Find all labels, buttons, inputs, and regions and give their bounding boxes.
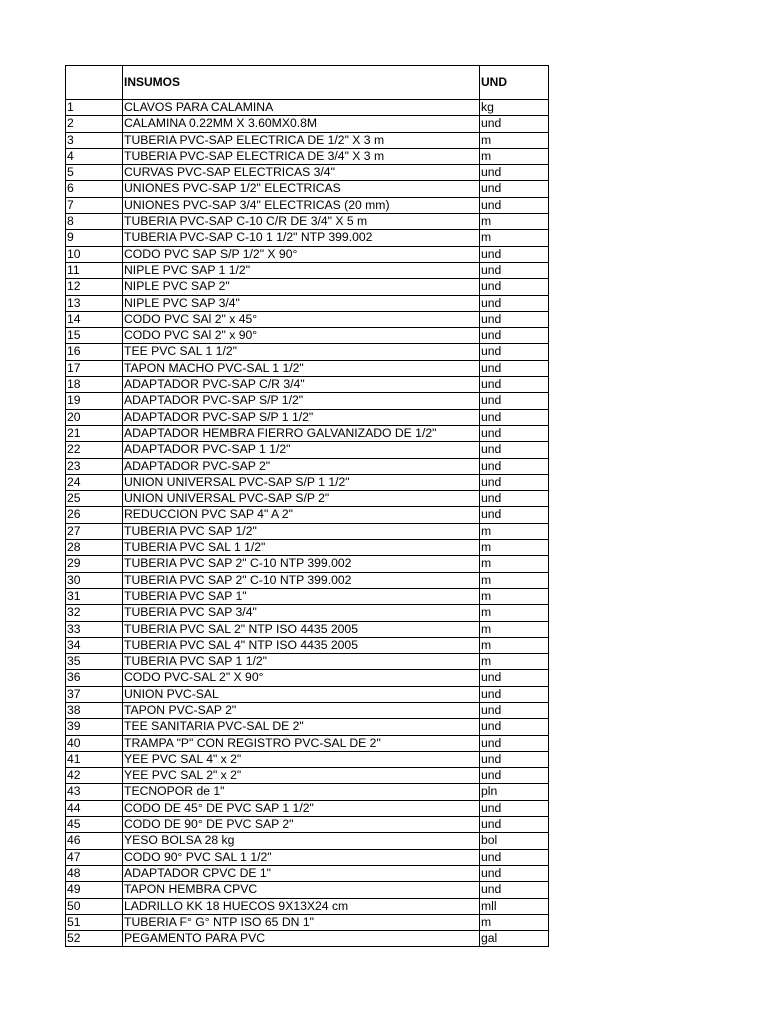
- row-unit: und: [480, 311, 549, 327]
- row-number: 31: [66, 588, 123, 604]
- row-unit: und: [480, 458, 549, 474]
- row-description: UNION PVC-SAL: [123, 686, 480, 702]
- row-number: 46: [66, 833, 123, 849]
- row-unit: m: [480, 637, 549, 653]
- row-description: PEGAMENTO PARA PVC: [123, 931, 480, 947]
- table-row: [66, 849, 549, 865]
- row-number: 29: [66, 556, 123, 572]
- row-description: TEE SANITARIA PVC-SAL DE 2": [123, 719, 480, 735]
- row-description: CODO DE 90° DE PVC SAP 2": [123, 817, 480, 833]
- row-unit: m: [480, 230, 549, 246]
- table-row: [66, 686, 549, 702]
- header-num: [66, 66, 123, 100]
- row-description: UNION UNIVERSAL PVC-SAP S/P 1 1/2": [123, 474, 480, 490]
- row-unit: m: [480, 132, 549, 148]
- table-row: [66, 474, 549, 490]
- row-number: 6: [66, 181, 123, 197]
- row-number: 18: [66, 377, 123, 393]
- table-row: [66, 540, 549, 556]
- row-description: TUBERIA PVC SAL 2" NTP ISO 4435 2005: [123, 621, 480, 637]
- row-unit: und: [480, 344, 549, 360]
- row-number: 41: [66, 751, 123, 767]
- row-number: 15: [66, 328, 123, 344]
- row-unit: gal: [480, 931, 549, 947]
- row-description: NIPLE PVC SAP 1 1/2": [123, 262, 480, 278]
- row-unit: m: [480, 523, 549, 539]
- row-number: 21: [66, 425, 123, 441]
- table-row: [66, 507, 549, 523]
- row-description: REDUCCION PVC SAP 4" A 2": [123, 507, 480, 523]
- row-unit: m: [480, 654, 549, 670]
- table-row: [66, 898, 549, 914]
- row-number: 5: [66, 165, 123, 181]
- row-description: TAPON MACHO PVC-SAL 1 1/2": [123, 360, 480, 376]
- row-number: 50: [66, 898, 123, 914]
- table-row: [66, 914, 549, 930]
- row-number: 30: [66, 572, 123, 588]
- row-unit: m: [480, 572, 549, 588]
- row-number: 19: [66, 393, 123, 409]
- row-unit: und: [480, 377, 549, 393]
- row-number: 48: [66, 865, 123, 881]
- table-row: [66, 458, 549, 474]
- row-description: CODO PVC SAl 2" x 45°: [123, 311, 480, 327]
- row-unit: und: [480, 735, 549, 751]
- row-number: 10: [66, 246, 123, 262]
- row-description: UNION UNIVERSAL PVC-SAP S/P 2": [123, 491, 480, 507]
- row-description: CALAMINA 0.22MM X 3.60MX0.8M: [123, 116, 480, 132]
- row-description: TAPON HEMBRA CPVC: [123, 882, 480, 898]
- row-unit: und: [480, 262, 549, 278]
- row-description: LADRILLO KK 18 HUECOS 9X13X24 cm: [123, 898, 480, 914]
- row-unit: und: [480, 719, 549, 735]
- row-description: TEE PVC SAL 1 1/2": [123, 344, 480, 360]
- row-unit: und: [480, 393, 549, 409]
- row-unit: und: [480, 882, 549, 898]
- row-description: TUBERIA PVC SAP 2" C-10 NTP 399.002: [123, 572, 480, 588]
- row-unit: und: [480, 507, 549, 523]
- row-description: TUBERIA PVC SAP 1/2": [123, 523, 480, 539]
- row-description: TUBERIA PVC SAL 4" NTP ISO 4435 2005: [123, 637, 480, 653]
- row-description: ADAPTADOR PVC-SAP S/P 1/2": [123, 393, 480, 409]
- table-row: [66, 344, 549, 360]
- row-description: TECNOPOR de 1": [123, 784, 480, 800]
- row-unit: und: [480, 702, 549, 718]
- table-row: [66, 230, 549, 246]
- table-row: [66, 328, 549, 344]
- row-number: 2: [66, 116, 123, 132]
- row-number: 13: [66, 295, 123, 311]
- row-number: 38: [66, 702, 123, 718]
- table-row: [66, 409, 549, 425]
- row-description: NIPLE PVC SAP 2": [123, 279, 480, 295]
- row-unit: und: [480, 686, 549, 702]
- table-row: [66, 181, 549, 197]
- row-unit: und: [480, 360, 549, 376]
- row-number: 1: [66, 100, 123, 116]
- row-unit: und: [480, 425, 549, 441]
- row-description: ADAPTADOR PVC-SAP 1 1/2": [123, 442, 480, 458]
- row-unit: m: [480, 605, 549, 621]
- table-row: [66, 800, 549, 816]
- insumos-table: [65, 65, 549, 947]
- header-row: [66, 66, 549, 100]
- table-row: [66, 311, 549, 327]
- row-unit: und: [480, 768, 549, 784]
- row-unit: und: [480, 817, 549, 833]
- row-unit: kg: [480, 100, 549, 116]
- row-number: 36: [66, 670, 123, 686]
- row-number: 32: [66, 605, 123, 621]
- row-unit: m: [480, 588, 549, 604]
- row-number: 51: [66, 914, 123, 930]
- row-number: 16: [66, 344, 123, 360]
- table-row: [66, 931, 549, 947]
- row-number: 28: [66, 540, 123, 556]
- row-unit: m: [480, 556, 549, 572]
- row-unit: und: [480, 751, 549, 767]
- row-description: TUBERIA PVC-SAP ELECTRICA DE 3/4" X 3 m: [123, 148, 480, 164]
- table-row: [66, 865, 549, 881]
- row-number: 34: [66, 637, 123, 653]
- table-row: [66, 833, 549, 849]
- row-unit: und: [480, 295, 549, 311]
- row-number: 39: [66, 719, 123, 735]
- table-row: [66, 719, 549, 735]
- row-number: 37: [66, 686, 123, 702]
- row-number: 3: [66, 132, 123, 148]
- table-row: [66, 148, 549, 164]
- table-row: [66, 572, 549, 588]
- table-row: [66, 214, 549, 230]
- header-insumos: INSUMOS: [123, 66, 480, 100]
- row-unit: und: [480, 849, 549, 865]
- table-row: [66, 768, 549, 784]
- table-row: [66, 817, 549, 833]
- row-description: CODO DE 45° DE PVC SAP 1 1/2": [123, 800, 480, 816]
- row-description: YESO BOLSA 28 kg: [123, 833, 480, 849]
- header-und: UND: [480, 66, 549, 100]
- table-row: [66, 442, 549, 458]
- row-description: YEE PVC SAL 2" x 2": [123, 768, 480, 784]
- row-number: 33: [66, 621, 123, 637]
- row-unit: mll: [480, 898, 549, 914]
- table-row: [66, 165, 549, 181]
- table-row: [66, 197, 549, 213]
- table-row: [66, 637, 549, 653]
- row-number: 26: [66, 507, 123, 523]
- row-unit: und: [480, 181, 549, 197]
- row-description: TUBERIA PVC-SAP ELECTRICA DE 1/2" X 3 m: [123, 132, 480, 148]
- row-unit: pln: [480, 784, 549, 800]
- row-unit: und: [480, 409, 549, 425]
- row-description: CODO PVC-SAL 2" X 90°: [123, 670, 480, 686]
- row-description: ADAPTADOR PVC-SAP C/R 3/4": [123, 377, 480, 393]
- row-unit: m: [480, 914, 549, 930]
- row-description: CODO 90° PVC SAL 1 1/2": [123, 849, 480, 865]
- row-number: 12: [66, 279, 123, 295]
- row-number: 4: [66, 148, 123, 164]
- table-row: [66, 100, 549, 116]
- row-unit: und: [480, 474, 549, 490]
- row-description: UNIONES PVC-SAP 1/2" ELECTRICAS: [123, 181, 480, 197]
- row-number: 45: [66, 817, 123, 833]
- row-number: 47: [66, 849, 123, 865]
- row-description: TUBERIA PVC SAP 2" C-10 NTP 399.002: [123, 556, 480, 572]
- table-body: [66, 100, 549, 947]
- row-number: 27: [66, 523, 123, 539]
- row-description: UNIONES PVC-SAP 3/4" ELECTRICAS (20 mm): [123, 197, 480, 213]
- row-number: 42: [66, 768, 123, 784]
- row-number: 49: [66, 882, 123, 898]
- row-number: 11: [66, 262, 123, 278]
- table-row: [66, 751, 549, 767]
- table-row: [66, 556, 549, 572]
- row-number: 25: [66, 491, 123, 507]
- row-unit: m: [480, 148, 549, 164]
- row-description: TUBERIA PVC SAP 1": [123, 588, 480, 604]
- row-unit: und: [480, 279, 549, 295]
- table-row: [66, 882, 549, 898]
- row-description: TAPON PVC-SAP 2": [123, 702, 480, 718]
- row-description: YEE PVC SAL 4" x 2": [123, 751, 480, 767]
- row-description: TUBERIA PVC-SAP C-10 C/R DE 3/4" X 5 m: [123, 214, 480, 230]
- table-row: [66, 132, 549, 148]
- row-description: ADAPTADOR PVC-SAP S/P 1 1/2": [123, 409, 480, 425]
- row-unit: und: [480, 442, 549, 458]
- row-unit: und: [480, 865, 549, 881]
- table-row: [66, 393, 549, 409]
- table-row: [66, 702, 549, 718]
- row-number: 44: [66, 800, 123, 816]
- row-description: TUBERIA PVC SAP 3/4": [123, 605, 480, 621]
- row-description: CODO PVC SAP S/P 1/2" X 90°: [123, 246, 480, 262]
- row-unit: m: [480, 214, 549, 230]
- row-description: ADAPTADOR HEMBRA FIERRO GALVANIZADO DE 1/2": [123, 425, 480, 441]
- row-description: TUBERIA F° G° NTP ISO 65 DN 1": [123, 914, 480, 930]
- row-number: 40: [66, 735, 123, 751]
- row-description: CODO PVC SAl 2" x 90°: [123, 328, 480, 344]
- table-row: [66, 360, 549, 376]
- row-number: 14: [66, 311, 123, 327]
- table-row: [66, 116, 549, 132]
- row-description: CLAVOS PARA CALAMINA: [123, 100, 480, 116]
- row-description: ADAPTADOR CPVC DE 1": [123, 865, 480, 881]
- row-number: 9: [66, 230, 123, 246]
- table-row: [66, 262, 549, 278]
- row-unit: m: [480, 621, 549, 637]
- table-row: [66, 605, 549, 621]
- table-row: [66, 425, 549, 441]
- row-number: 24: [66, 474, 123, 490]
- row-description: TRAMPA "P" CON REGISTRO PVC-SAL DE 2": [123, 735, 480, 751]
- row-unit: bol: [480, 833, 549, 849]
- row-number: 20: [66, 409, 123, 425]
- row-unit: und: [480, 246, 549, 262]
- row-number: 7: [66, 197, 123, 213]
- row-number: 8: [66, 214, 123, 230]
- row-unit: und: [480, 116, 549, 132]
- table-row: [66, 588, 549, 604]
- row-unit: und: [480, 670, 549, 686]
- table-row: [66, 654, 549, 670]
- row-number: 22: [66, 442, 123, 458]
- row-description: TUBERIA PVC-SAP C-10 1 1/2" NTP 399.002: [123, 230, 480, 246]
- row-unit: und: [480, 165, 549, 181]
- table-row: [66, 377, 549, 393]
- table-row: [66, 279, 549, 295]
- table-row: [66, 735, 549, 751]
- row-description: CURVAS PVC-SAP ELECTRICAS 3/4": [123, 165, 480, 181]
- table-row: [66, 295, 549, 311]
- row-unit: und: [480, 328, 549, 344]
- row-number: 35: [66, 654, 123, 670]
- row-description: TUBERIA PVC SAP 1 1/2": [123, 654, 480, 670]
- row-unit: und: [480, 197, 549, 213]
- row-number: 52: [66, 931, 123, 947]
- table-row: [66, 784, 549, 800]
- table-header: [66, 66, 549, 100]
- row-unit: und: [480, 800, 549, 816]
- row-number: 23: [66, 458, 123, 474]
- row-number: 17: [66, 360, 123, 376]
- table-row: [66, 621, 549, 637]
- table-row: [66, 670, 549, 686]
- row-description: TUBERIA PVC SAL 1 1/2": [123, 540, 480, 556]
- row-unit: und: [480, 491, 549, 507]
- table-row: [66, 491, 549, 507]
- table-row: [66, 246, 549, 262]
- row-description: NIPLE PVC SAP 3/4": [123, 295, 480, 311]
- table-row: [66, 523, 549, 539]
- row-unit: m: [480, 540, 549, 556]
- row-number: 43: [66, 784, 123, 800]
- row-description: ADAPTADOR PVC-SAP 2": [123, 458, 480, 474]
